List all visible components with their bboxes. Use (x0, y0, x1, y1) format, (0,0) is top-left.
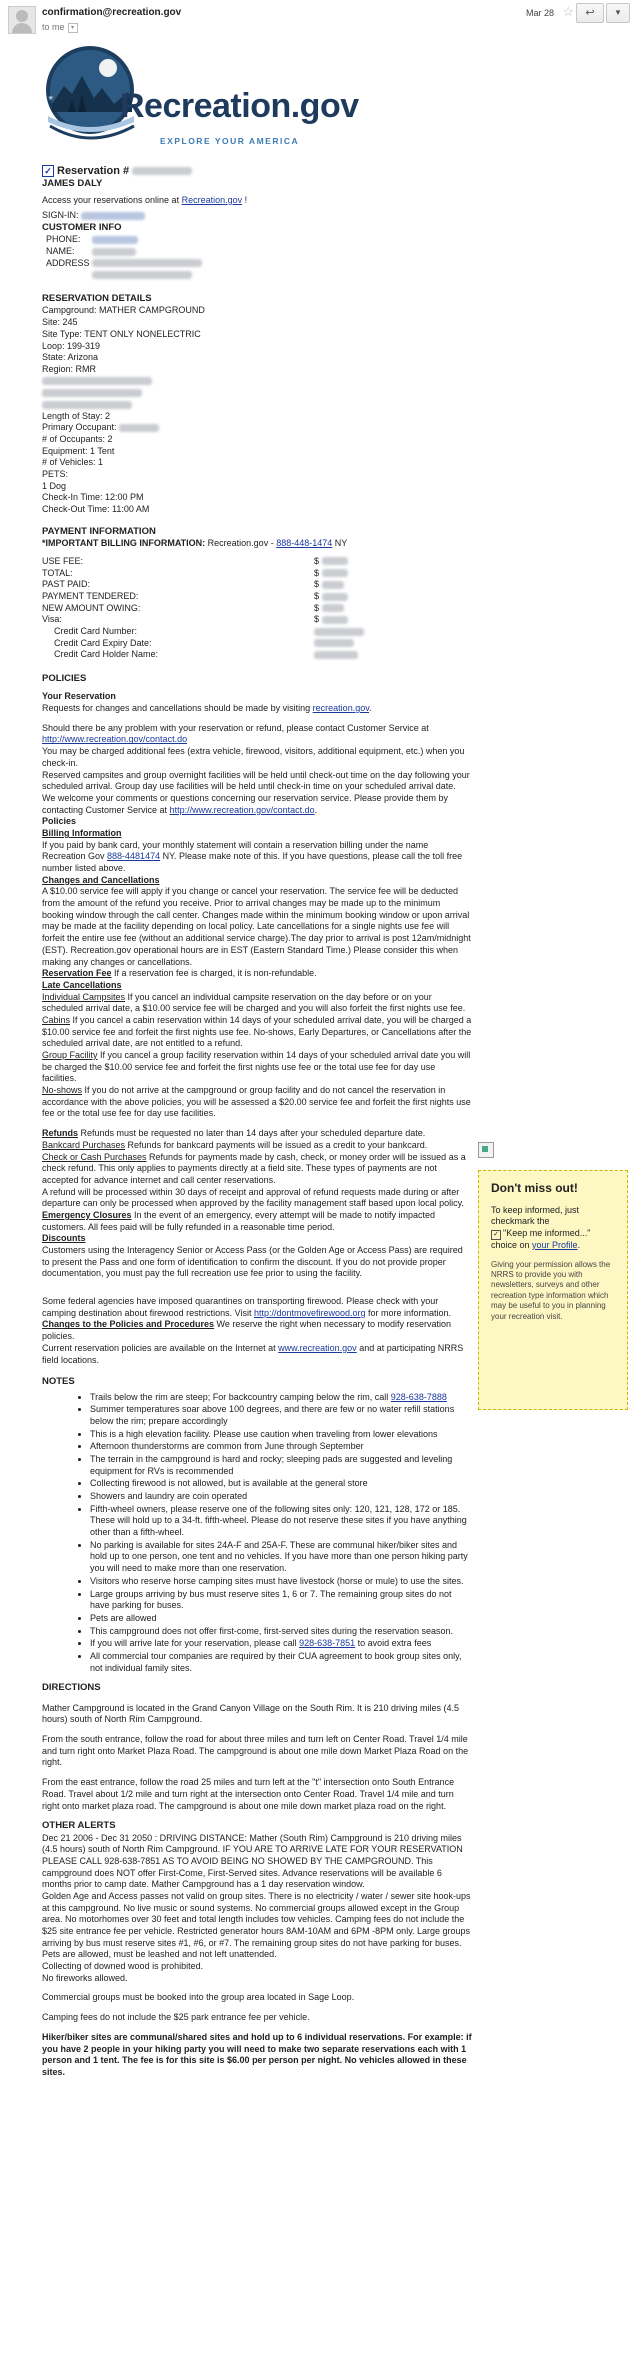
alerts-line: Pets are allowed, must be leashed and not left unattended. (42, 1949, 277, 1960)
refunds-line (42, 1128, 472, 1140)
list-item: • Showers and laundry are coin operated (90, 1491, 472, 1503)
reserved-text: Reserved campsites and group overnight facilities will be held until check-out time on the day following your scheduled arrival. Group day use facilities will be held until check-in time on your scheduled arrival date. (42, 769, 470, 792)
detail-line: PETS: (42, 469, 69, 480)
reservation-number-line (42, 164, 472, 178)
detail-line: Site: 245 (42, 317, 78, 328)
phone-redacted[interactable] (92, 236, 138, 244)
sidebar-line-2 (491, 1240, 615, 1252)
profile-link[interactable]: your Profile (532, 1239, 578, 1250)
signin-label: SIGN-IN: (42, 210, 79, 221)
primary-occupant-label: Primary Occupant: (42, 422, 117, 433)
occupant-redacted (119, 424, 159, 432)
payment-row-label: PAYMENT TENDERED: (42, 590, 139, 601)
card-holder-redacted (314, 651, 358, 659)
payment-row-label: PAST PAID: (42, 579, 91, 590)
list-item: • The terrain in the campground is hard and rocky; sleeping pads are suggested and leveling equipment for RVs is recommended (90, 1454, 472, 1477)
changes-policies-line (42, 1319, 472, 1342)
customer-info-heading: CUSTOMER INFO (42, 222, 122, 234)
extra-detail-redacted (42, 401, 132, 409)
recreation-gov-link[interactable]: Recreation.gov (181, 194, 243, 205)
individual-line (42, 992, 472, 1015)
discounts-heading: Discounts (42, 1233, 86, 1244)
group-line (42, 1050, 472, 1085)
billing-label: *IMPORTANT BILLING INFORMATION: (42, 538, 206, 549)
current-suffix: and at participating NRRS field locations. (42, 1342, 464, 1365)
detail-line (42, 422, 472, 434)
cabins-line (42, 1015, 472, 1050)
note-suffix: to avoid extra fees (355, 1638, 432, 1649)
firewood-line (42, 1296, 472, 1319)
emergency-line (42, 1210, 472, 1233)
amount-redacted (322, 593, 348, 601)
billing-info-prefix: If you paid by bank card, your monthly statement will contain a reservation billing under the name Recreation Gov (42, 839, 429, 862)
amount-redacted (322, 569, 348, 577)
other-alerts-heading: OTHER ALERTS (42, 1820, 116, 1832)
checkmark-icon: ✓ (42, 165, 54, 177)
detail-line: Equipment: 1 Tent (42, 445, 115, 456)
cabins-text: If you cancel a cabin reservation within 14 days of your scheduled arrival date, you will be charged a $10.00 service fee and forfeit the first nights use fee. No-shows, Early Departures, or Cancellations after the scheduled arrival date, are not entitled to a refund. (42, 1014, 472, 1049)
currency: $ (314, 614, 320, 625)
hiker-biker-text: Hiker/biker sites are communal/shared sites and hold up to 6 individual reservations. For example: if you have 2 people in your hiking party you will need to make two separate reservations each with 1 person and 1 tent. The fee is for this site is $6.00 per person per night. No vehicles allowed in these sites. (42, 2031, 472, 2077)
alerts-line: No fireworks allowed. (42, 1972, 128, 1983)
changes-text: A $10.00 service fee will apply if you change or cancel your reservation. The service fee will be deducted from the amount of the refund you receive. Prior to arrival changes may be made up to the minimum booking window through the call center. Changes made within the minimum booking window or upon arrival may be made at the facility depending on local policy. Late cancellations for a single nights use fee will forfeit the entire use fee (without an additional service charge).The day prior to arrival is post 12am/midnight (EST). Recreation.gov operational hours are in EST (Eastern Standard Time.) Please consider this when making any changes or cancellations. (42, 886, 471, 967)
late-arrival-phone-link[interactable]: 928-638-7851 (299, 1638, 356, 1649)
charged-text: You may be charged additional fees (extra vehicle, firewood, visitors, additional equipment, etc.) when you check-in. (42, 746, 465, 768)
list-item: • Pets are allowed (90, 1613, 472, 1625)
firewood-link[interactable]: http://dontmovefirewood.org (253, 1307, 366, 1318)
individual-text: If you cancel an individual campsite reservation on the day before or on your scheduled arrival date, a $10.00 service fee will be charged and you will also forfeit the first nights use fee. (42, 991, 466, 1014)
list-item: • Visitors who reserve horse camping sites must have livestock (horse or mule) to use the sites. (90, 1576, 472, 1588)
star-icon[interactable]: ☆ (562, 4, 574, 19)
commercial-line: Commercial groups must be booked into the group area located in Sage Loop. (42, 1992, 355, 2003)
detail-line: Length of Stay: 2 (42, 410, 111, 421)
broken-image-icon (478, 1142, 494, 1158)
requests-text: Requests for changes and cancellations should be made by visiting (42, 703, 313, 714)
recreation-gov-link-3[interactable]: www.recreation.gov (278, 1342, 357, 1353)
bankcard-text: Refunds for bankcard payments will be issued as a credit to your bankcard. (125, 1139, 428, 1150)
policies-heading: POLICIES (42, 673, 87, 685)
directions-paragraph: Mather Campground is located in the Grand Canyon Village on the South Rim. It is 210 driving miles (4.5 hours) south of North Rim Campground. (42, 1702, 460, 1725)
backcountry-phone-link[interactable]: 928-638-7888 (390, 1391, 447, 1402)
details-dropdown-icon[interactable]: ▾ (68, 23, 78, 33)
name-redacted (92, 248, 136, 256)
amount-redacted (322, 616, 348, 624)
welcome-text: We welcome your comments or questions concerning our reservation service. Please provide them by contacting Customer Service at (42, 792, 449, 815)
billing-info-text (42, 840, 472, 875)
reply-icon: ↩ (585, 7, 595, 19)
billing-info-heading: Billing Information (42, 827, 122, 838)
late-cancellations-heading: Late Cancellations (42, 979, 122, 990)
billing-text: Recreation.gov - (205, 538, 277, 549)
reply-button[interactable] (576, 3, 604, 23)
currency: $ (314, 602, 320, 613)
list-item: • This campground does not offer first-come, first-served sites during the reservation season. (90, 1626, 472, 1638)
camping-fees-line: Camping fees do not include the $25 park entrance fee per vehicle. (42, 2012, 310, 2023)
email-body (42, 164, 472, 2079)
more-actions-button[interactable] (606, 3, 630, 23)
amount-redacted (322, 604, 344, 612)
cabins-label: Cabins (42, 1014, 71, 1025)
payment-row-label: USE FEE: (42, 555, 84, 566)
current-text: Current reservation policies are available on the Internet at (42, 1342, 279, 1353)
currency: $ (314, 579, 320, 590)
logo-tagline: EXPLORE YOUR AMERICA (160, 136, 300, 146)
signin-email-redacted[interactable] (81, 212, 145, 220)
problem-text: Should there be any problem with your reservation or refund, please contact Customer Service at (42, 722, 429, 733)
changes-policies-text: We reserve the right when necessary to modify reservation policies. (42, 1319, 451, 1342)
list-item: • Fifth-wheel owners, please reserve one of the following sites only: 120, 121, 128, 172 or 185. These will hold up to a 34-ft. fifth-wheel. Please do not reserve these sites if you have anything other than a fifth-wheel. (90, 1504, 472, 1539)
list-item: • Collecting firewood is not allowed, but is available at the general store (90, 1478, 472, 1490)
contact-link-2[interactable]: http://www.recreation.gov/contact.do (169, 804, 315, 815)
sidebar-checkbox-text: "Keep me informed..." (503, 1227, 591, 1238)
emergency-text: In the event of an emergency, every attempt will be made to notify impacted customers. All fees paid will be fully refunded in a reasonable time period. (42, 1209, 436, 1232)
card-row-label: Credit Card Holder Name: (54, 649, 159, 660)
discounts-text: Customers using the Interagency Senior or Access Pass (or the Golden Age or Access Pass) are required to present the Pass and one form of identification to confirm the discount. If you do not provide proper documentation, you must pay the full recreation use fee prior to using the facility. (42, 1245, 463, 1279)
card-row-label: Credit Card Number: (54, 625, 138, 636)
name-label: NAME: (46, 246, 75, 257)
sidebar-checkbox-line (491, 1228, 615, 1240)
billing-info-phone-link[interactable]: 888-4481474 (107, 851, 161, 862)
billing-info-line (42, 538, 472, 550)
directions-paragraph: From the south entrance, follow the road for about three miles and turn left on Center Road. Travel 1/4 mile and turn right onto Market Plaza Road. The campground is about one mile down Market Plaza Road on the right. (42, 1734, 469, 1768)
notes-list (42, 1392, 472, 1675)
logo-wordmark: Recreation.gov (120, 87, 359, 125)
check-line (42, 1152, 472, 1187)
noshows-text: If you do not arrive at the campground or group facility and do not cancel the reservation in accordance with the above policies, you will be assessed a $20.00 service fee and forfeit the first nights use fee or the total use fee for day use facilities. (42, 1085, 471, 1119)
changes-heading: Changes and Cancellations (42, 874, 160, 885)
refund-processed-text: A refund will be processed within 30 days of receipt and approval of refund requests made during or after departure can only be processed when approved by the facility management staff based upon local policy. (42, 1186, 464, 1209)
refunds-text: Refunds must be requested no later than 14 days after your scheduled departure date. (78, 1128, 426, 1139)
firewood-text: Some federal agencies have imposed quarantines on transporting firewood. Please check with your camping destination about firewood restrictions. Visit (42, 1296, 439, 1318)
note-text: If you will arrive late for your reservation, please call (90, 1638, 300, 1649)
problem-line (42, 723, 472, 746)
alerts-body: Dec 21 2006 - Dec 31 2050 : DRIVING DISTANCE: Mather (South Rim) Campground is 210 driving miles (4.5 hours) south of North Rim Campground. IF YOU ARE TO ARRIVE LATE FOR YOUR RESERVATION PLEASE CALL 928-638-7851 AS TO AVOID BEING NO SHOWED BY THE CAMPGROUND. This campground does NOT offer First-Come, First-Served sites. Advance reservations will be available 6 months prior to camp date. Mather Campground has a 1 day reservation window. (42, 1832, 463, 1890)
detail-line: Site Type: TENT ONLY NONELECTRIC (42, 328, 201, 339)
currency: $ (314, 590, 320, 601)
checkbox-icon: ✓ (491, 1230, 501, 1240)
list-item: • This is a high elevation facility. Please use caution when traveling from lower elevations (90, 1429, 472, 1441)
currency: $ (314, 567, 320, 578)
emergency-label: Emergency Closures (42, 1209, 132, 1220)
reservation-fee-label: Reservation Fee (42, 968, 112, 979)
requests-suffix: . (369, 703, 372, 714)
reservation-details-b (42, 411, 472, 516)
welcome-suffix: . (314, 804, 318, 815)
payment-row-label: Visa: (42, 614, 62, 625)
individual-label: Individual Campsites (42, 991, 126, 1002)
check-label: Check or Cash Purchases (42, 1151, 147, 1162)
detail-line: Loop: 199-319 (42, 340, 101, 351)
list-item: • No parking is available for sites 24A-F and 25A-F. These are communal hiker/biker sites and hold up to one person, one tent and no vehicles. If you have more than one person hiking party you will need to make more than one reservation. (90, 1540, 472, 1575)
directions-heading: DIRECTIONS (42, 1682, 101, 1694)
email-date: Mar 28 (525, 8, 554, 18)
alerts-body-2: Golden Age and Access passes not valid on group sites. There is no electricity / water / sewer site hook-ups at this campground. No live music or sound systems. No commercial groups allowed except in the Group area. No motorhomes over 30 feet and total length includes tow vehicles. Camping fees do not include the $25 site entrance fee per vehicle. Restricted generator hours 8AM-10AM and 6PM -8PM only. Large groups arriving by bus must reserve sites #1, #6, or #7. The remaining group sites do not have parking for buses. (42, 1890, 471, 1948)
access-line (42, 195, 472, 207)
detail-line: Check-Out Time: 11:00 AM (42, 504, 150, 515)
phone-label: PHONE: (46, 234, 81, 245)
reservation-fee-line (42, 968, 472, 980)
list-item (90, 1638, 472, 1650)
avatar[interactable] (8, 6, 36, 34)
refunds-label: Refunds (42, 1128, 78, 1139)
recipient-line[interactable] (42, 22, 78, 34)
arrival-date-redacted (42, 377, 152, 385)
notes-heading: NOTES (42, 1376, 75, 1388)
list-item: • All commercial tour companies are required by their CUA agreement to book group sites only, not individual family sites. (90, 1651, 472, 1674)
departure-date-redacted (42, 389, 142, 397)
billing-phone-link[interactable]: 888-448-1474 (276, 538, 333, 549)
amount-redacted (322, 557, 348, 565)
list-item (90, 1392, 472, 1404)
access-suffix: ! (242, 194, 248, 205)
payment-table (42, 556, 434, 661)
directions-paragraph: From the east entrance, follow the road 25 miles and turn left at the "t" intersection onto South Entrance Road. Travel about 1/2 mile and turn right at the intersection onto Center Road. Travel 1/4 mile and turn right onto market plaza road. The campground is about one mile down market plaza road on the right. (42, 1777, 455, 1811)
contact-link[interactable]: http://www.recreation.gov/contact.do (42, 734, 188, 745)
detail-line: State: Arizona (42, 352, 99, 363)
access-prefix: Access your reservations online at (42, 194, 182, 205)
group-label: Group Facility (42, 1050, 98, 1061)
billing-info-suffix: NY. Please make note of this. If you have questions, please call the toll free number listed above. (42, 851, 463, 874)
bankcard-label: Bankcard Purchases (42, 1139, 126, 1150)
recreation-gov-logo (42, 42, 359, 160)
svg-text:☀: ☀ (48, 96, 54, 102)
recipient-label: to me (42, 22, 65, 32)
address-redacted-2 (92, 271, 192, 279)
detail-line: Check-In Time: 12:00 PM (42, 492, 144, 503)
billing-suffix: NY (332, 538, 348, 549)
current-policies-line (42, 1343, 472, 1366)
address-redacted-1 (92, 259, 202, 267)
sidebar-line-2-suffix: . (577, 1239, 581, 1250)
card-expiry-redacted (314, 639, 354, 647)
detail-line: # of Vehicles: 1 (42, 457, 104, 468)
your-reservation-heading: Your Reservation (42, 691, 116, 702)
reservation-details-a (42, 305, 472, 375)
reservation-details-heading: RESERVATION DETAILS (42, 293, 152, 305)
alerts-line: Collecting of downed wood is prohibited. (42, 1961, 204, 1972)
noshows-line (42, 1085, 472, 1120)
card-row-label: Credit Card Expiry Date: (54, 637, 152, 648)
sidebar-line-1: To keep informed, just checkmark the (491, 1204, 580, 1227)
sidebar-permission-text: Giving your permission allows the NRRS to provide you with newsletters, surveys and other recreation type information which may be useful to you in planning your recreation visit. (491, 1259, 611, 1321)
changes-policies-label: Changes to the Policies and Procedures (42, 1319, 215, 1330)
chevron-down-icon: ▼ (614, 8, 622, 17)
sidebar-title: Don't miss out! (491, 1181, 578, 1195)
noshows-label: No-shows (42, 1085, 83, 1096)
detail-line: Region: RMR (42, 363, 97, 374)
reservation-number-label: Reservation # (57, 165, 130, 177)
address-label: ADDRESS (46, 257, 90, 268)
reservation-fee-text: If a reservation fee is charged, it is non-refundable. (111, 968, 317, 979)
note-text: Trails below the rim are steep; For backcountry camping below the rim, call (90, 1391, 391, 1402)
firewood-suffix: for more information. (365, 1307, 452, 1318)
group-text: If you cancel a group facility reservation within 14 days of your scheduled arrival date you will be charged the $10.00 service fee and forfeit the first nights use fee or the total use fee for day use facilities. (42, 1050, 471, 1084)
signin-line (42, 210, 472, 222)
reservation-number-redacted (132, 167, 192, 175)
email-header (0, 0, 640, 40)
card-number-redacted (314, 628, 364, 636)
recreation-gov-link-2[interactable]: recreation.gov (312, 703, 370, 714)
detail-line: # of Occupants: 2 (42, 434, 113, 445)
welcome-line (42, 793, 472, 816)
bankcard-line (42, 1140, 472, 1152)
customer-info-table (42, 234, 202, 281)
keep-informed-box (478, 1170, 628, 1410)
amount-redacted (322, 581, 344, 589)
payment-heading: PAYMENT INFORMATION (42, 525, 156, 537)
payment-row-label: TOTAL: (42, 567, 73, 578)
detail-line: Campground: MATHER CAMPGROUND (42, 305, 205, 316)
currency: $ (314, 555, 320, 566)
detail-line: 1 Dog (42, 480, 67, 491)
list-item: • Large groups arriving by bus must reserve sites 1, 6 or 7. The remaining group sites do not have parking for buses. (90, 1589, 472, 1612)
customer-name: JAMES DALY (42, 178, 103, 190)
sender-address[interactable]: confirmation@recreation.gov (42, 7, 182, 18)
payment-row-label: NEW AMOUNT OWING: (42, 602, 141, 613)
check-text: Refunds for payments made by cash, check, or money order will be issued as a check refund. This only applies to payments directly at a field site. These types of payments are not accepted for advance internet and call center reservations. (42, 1151, 466, 1185)
policies-subheading: Policies (42, 816, 77, 827)
sidebar-line-2-text: choice on (491, 1239, 533, 1250)
list-item: • Summer temperatures soar above 100 degrees, and there are few or no water refill stations below the rim; prepare accordingly (90, 1404, 472, 1427)
list-item: • Afternoon thunderstorms are common from June through September (90, 1441, 472, 1453)
requests-line (42, 703, 472, 715)
